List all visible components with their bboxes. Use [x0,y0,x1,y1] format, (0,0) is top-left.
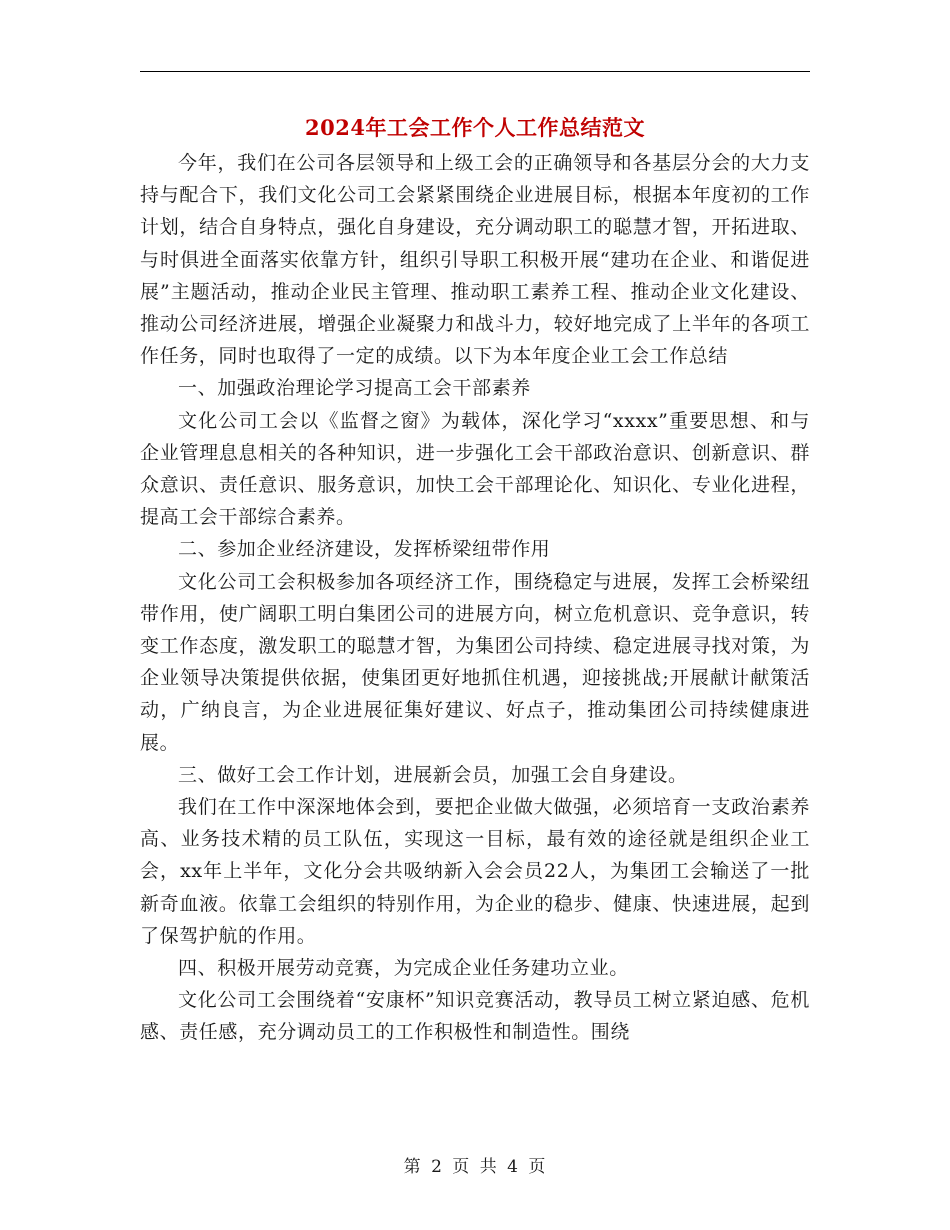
page-number-footer: 第 2 页 共 4 页 [403,1157,547,1177]
section-heading-2: 二、参加企业经济建设，发挥桥梁纽带作用 [178,538,551,561]
document-title: 2024年工会工作个人工作总结范文 [305,115,645,140]
header-rule [140,71,810,72]
paragraph-section-2: 文化公司工会积极参加各项经济工作，围绕稳定与进展，发挥工会桥梁纽带作用，使广阔职工明白集团公司的进展方向，树立危机意识、竞争意识，转变工作态度，激发职工的聪慧才智，为集团公司持续、稳定进展寻找对策，为企业领导决策提供依据，使集团更好地抓住机遇，迎接挑战;开展献计献策活动，广纳良言，为企业进展征集好建议、好点子，推动集团公司持续健康进展。 [140,570,810,754]
paragraph-section-3: 我们在工作中深深地体会到，要把企业做大做强，必须培育一支政治素养高、业务技术精的员工队伍，实现这一目标，最有效的途径就是组织企业工会，xx年上半年，文化分会共吸纳新入会会员22人，为集团工会输送了一批新奇血液。依靠工会组织的特别作用，为企业的稳步、健康、快速进展，起到了保驾护航的作用。 [140,796,810,947]
paragraph-section-1: 文化公司工会以《监督之窗》为载体，深化学习“xxxx”重要思想、和与企业管理息息相关的各种知识，进一步强化工会干部政治意识、创新意识、群众意识、责任意识、服务意识，加快工会干部理论化、知识化、专业化进程，提高工会干部综合素养。 [140,409,810,529]
section-heading-4: 四、积极开展劳动竞赛，为完成企业任务建功立业。 [178,957,629,980]
paragraph-section-4: 文化公司工会围绕着“安康杯”知识竞赛活动，教导员工树立紧迫感、危机感、责任感，充分调动员工的工作积极性和制造性。围绕 [140,989,810,1044]
document-body [140,147,810,1049]
paragraph-intro: 今年，我们在公司各层领导和上级工会的正确领导和各基层分会的大力支持与配合下，我们文化公司工会紧紧围绕企业进展目标，根据本年度初的工作计划，结合自身特点，强化自身建设，充分调动职工的聪慧才智，开拓进取、与时俱进全面落实依靠方针，组织引导职工积极开展“建功在企业、和谐促进展”主题活动，推动企业民主管理、推动职工素养工程、推动企业文化建设、推动公司经济进展，增强企业凝聚力和战斗力，较好地完成了上半年的各项工作任务，同时也取得了一定的成绩。以下为本年度企业工会工作总结 [140,152,810,368]
section-heading-1: 一、加强政治理论学习提高工会干部素养 [178,377,531,400]
section-heading-3: 三、做好工会工作计划，进展新会员，加强工会自身建设。 [178,763,688,786]
